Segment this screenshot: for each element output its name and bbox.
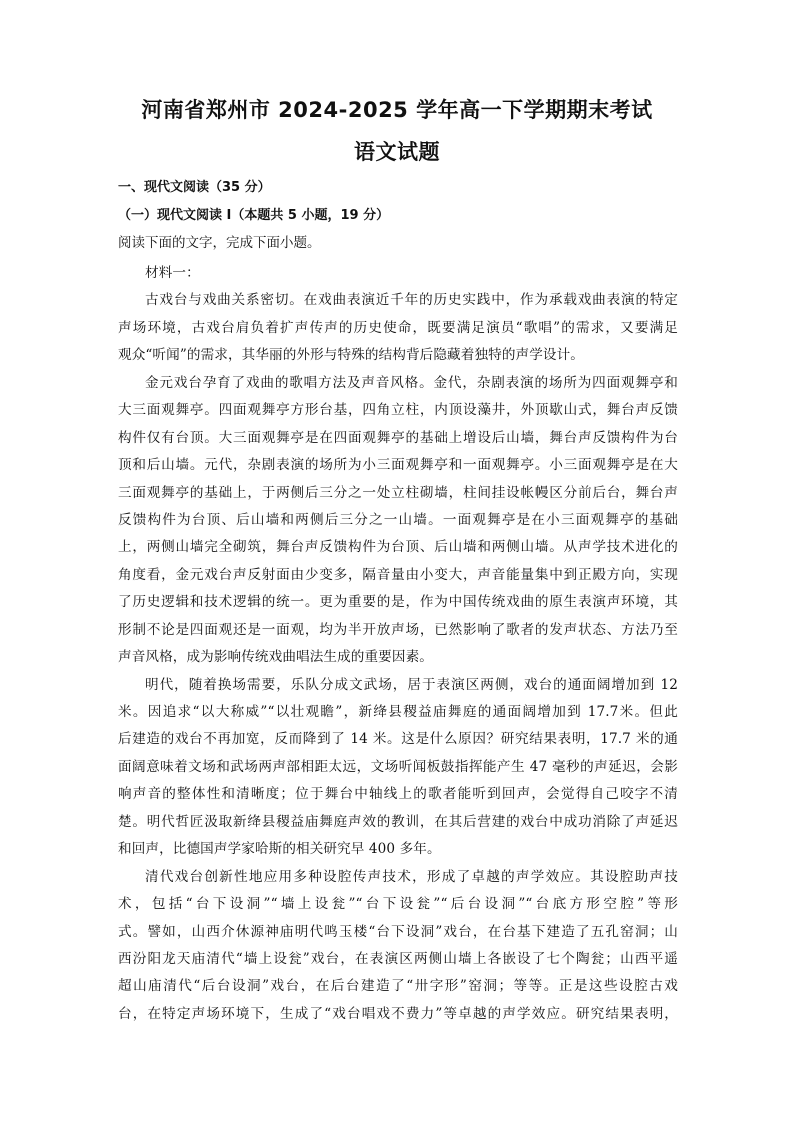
passage-line: 形制不论是四面观还是一面观，均为半开放声场，已然影响了歌者的发声状态、方法乃至	[118, 621, 678, 638]
passage-line: 三面观舞亭的基础上，于两侧后三分之一处立柱砌墙，柱间挂设帐幔区分前后台，舞台声	[118, 484, 678, 501]
passage-line: 了历史逻辑和技术逻辑的统一。更为重要的是，作为中国传统戏曲的原生表演声环境，其	[118, 594, 678, 611]
passage-line: 楚。明代哲匠汲取新绛县稷益庙舞庭声效的教训，在其后营建的戏台中成功消除了声延迟	[118, 813, 678, 830]
passage-line: 台，在特定声场环境下，生成了“戏台唱戏不费力”等卓越的声学效应。研究结果表明，	[118, 1005, 678, 1022]
passage-line: 声音风格，成为影响传统戏曲唱法生成的重要因素。	[118, 649, 433, 666]
instruction-text: 阅读下面的文字，完成下面小题。	[118, 235, 321, 251]
passage-line: 西汾阳龙天庙清代“墙上设瓮”戏台，在表演区两侧山墙上各嵌设了七个陶瓮；山西平遥	[118, 950, 678, 967]
passage-line: 材料一：	[145, 265, 200, 281]
passage-line: 清代戏台创新性地应用多种设腔传声技术，形成了卓越的声学效应。其设腔助声技	[145, 868, 678, 885]
passage-line: 金元戏台孕育了戏曲的歌唱方法及声音风格。金代，杂剧表演的场所为四面观舞亭和	[145, 374, 678, 391]
passage-body	[118, 260, 678, 1028]
document-subtitle: 语文试题	[354, 140, 440, 164]
passage-line: 后建造的戏台不再加宽，反而降到了 14 米。这是什么原因？研究结果表明，17.7 米的通	[118, 731, 678, 748]
passage-line: 明代，随着换场需要，乐队分成文武场，居于表演区两侧，戏台的通面阔增加到 12	[145, 676, 678, 693]
passage-line: 大三面观舞亭。四面观舞亭方形台基，四角立柱，内顶设藻井，外顶歇山式，舞台声反馈	[118, 402, 678, 419]
passage-line: 面阔意味着文场和武场两声部相距太远，文场听闻板鼓指挥能产生 47 毫秒的声延迟，会影	[118, 758, 678, 775]
passage-line: 响声音的整体性和清晰度；位于舞台中轴线上的歌者能听到回声，会觉得自己咬字不清	[118, 786, 678, 803]
passage-line: 术，包括“台下设洞”“墙上设瓮”“台下设瓮”“后台设洞”“台底方形空腔”等形	[118, 896, 678, 913]
passage-line: 顶和后山墙。元代，杂剧表演的场所为小三面观舞亭和一面观舞亭。小三面观舞亭是在大	[118, 457, 678, 474]
passage-line: 米。因追求“以大称威”“以壮观瞻”，新绛县稷益庙舞庭的通面阔增加到 17.7米。但此	[118, 704, 678, 720]
passage-line: 和回声，比德国声学家哈斯的相关研究早 400 多年。	[118, 841, 441, 858]
subsection-heading: （一）现代文阅读 I（本题共 5 小题，19 分）	[118, 208, 390, 223]
passage-line: 古戏台与戏曲关系密切。在戏曲表演近千年的历史实践中，作为承载戏曲表演的特定	[145, 292, 678, 309]
section-heading: 一、现代文阅读（35 分）	[118, 180, 271, 195]
passage-line: 反馈构件为台顶、后山墙和两侧后三分之一山墙。一面观舞亭是在小三面观舞亭的基础	[118, 511, 678, 528]
passage-line: 声场环境，古戏台肩负着扩声传声的历史使命，既要满足演员“歌唱”的需求，又要满足	[118, 319, 678, 336]
passage-line: 式。譬如，山西介休源神庙明代鸣玉楼“台下设洞”戏台，在台基下建造了五孔窑洞；山	[118, 923, 678, 940]
passage-line: 角度看，金元戏台声反射面由少变多，隔音量由小变大，声音能量集中到正殿方向，实现	[118, 566, 678, 583]
passage-line: 上，两侧山墙完全砌筑，舞台声反馈构件为台顶、后山墙和两侧山墙。从声学技术进化的	[118, 539, 678, 556]
document-title: 河南省郑州市 2024-2025 学年高一下学期期末考试	[141, 98, 653, 122]
passage-line: 构件仅有台顶。大三面观舞亭是在四面观舞亭的基础上增设后山墙，舞台声反馈构件为台	[118, 429, 678, 446]
passage-line: 超山庙清代“后台设洞”戏台，在后台建造了“卅字形”窑洞；等等。正是这些设腔古戏	[118, 978, 678, 995]
passage-line: 观众“听闻”的需求，其华丽的外形与特殊的结构背后隐藏着独特的声学设计。	[118, 347, 584, 364]
